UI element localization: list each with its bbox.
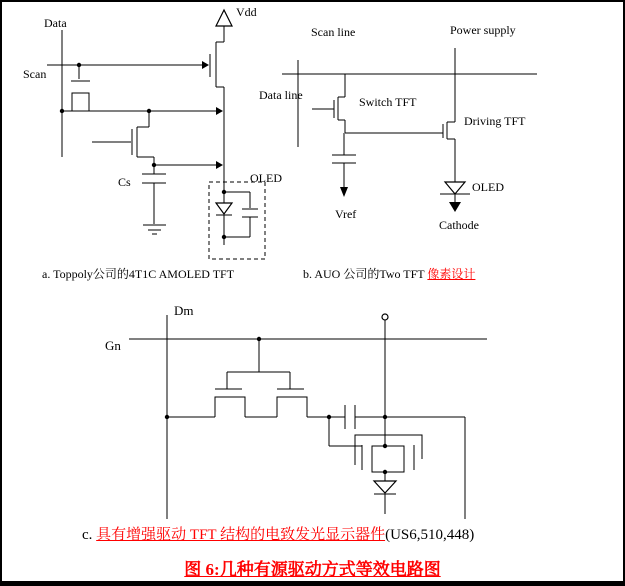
circuit-c-symbols — [165, 314, 396, 493]
cathode-label: Cathode — [439, 218, 479, 232]
oled-label-b: OLED — [472, 180, 504, 194]
circuit-b-symbols — [340, 182, 465, 212]
caption-c-link[interactable]: 具有增强驱动 TFT 结构的电致发光显示器件 — [96, 527, 386, 543]
open-terminal-icon — [382, 314, 388, 320]
circuit-b-labels — [259, 23, 526, 232]
oled-label-a: OLED — [250, 171, 282, 185]
caption-a-text: a. Toppoly公司的4T1C AMOLED TFT — [42, 267, 235, 281]
oled-diode-icon — [216, 203, 232, 214]
scan-line-label: Scan line — [311, 25, 356, 39]
junction-dots — [60, 63, 226, 239]
scan-arrowhead-icon — [202, 61, 209, 69]
el-diode-icon — [374, 481, 396, 493]
node2-arrowhead-icon — [216, 161, 223, 169]
vref-arrowhead-icon — [340, 187, 348, 197]
caption-b — [303, 265, 475, 282]
caption-c-prefix: c. — [82, 527, 97, 543]
vref-label: Vref — [335, 207, 357, 221]
cs-label: Cs — [118, 175, 131, 189]
caption-a — [42, 265, 234, 282]
circuit-a-schematic — [47, 26, 265, 259]
cathode-arrowhead-icon — [449, 202, 461, 212]
gn-label: Gn — [105, 338, 121, 353]
figure-title-text: 图 6:几种有源驱动方式等效电路图 — [184, 560, 441, 579]
switch-tft-label: Switch TFT — [359, 95, 417, 109]
driving-tft-label: Driving TFT — [464, 114, 526, 128]
circuit-a-symbols — [60, 10, 232, 239]
circuit-c-schematic — [129, 315, 487, 519]
node1-arrowhead-icon — [216, 107, 223, 115]
figure-title — [2, 555, 623, 580]
circuit-c-labels — [105, 303, 194, 353]
caption-c — [82, 523, 474, 544]
oled-dashed-box — [209, 182, 265, 259]
oled-diode-icon-b — [445, 182, 465, 194]
scan-label: Scan — [23, 67, 47, 81]
data-label: Data — [44, 16, 67, 30]
vdd-label: Vdd — [236, 5, 257, 19]
junction-dots-c — [165, 337, 387, 474]
vdd-triangle-icon — [216, 10, 232, 26]
caption-b-text: b. AUO 公司的Two TFT — [303, 267, 428, 281]
caption-c-patent: (US6,510,448) — [385, 527, 475, 543]
caption-b-link[interactable]: 像素设计 — [427, 267, 476, 281]
dm-label: Dm — [174, 303, 194, 318]
power-supply-label: Power supply — [450, 23, 516, 37]
data-line-label: Data line — [259, 88, 303, 102]
